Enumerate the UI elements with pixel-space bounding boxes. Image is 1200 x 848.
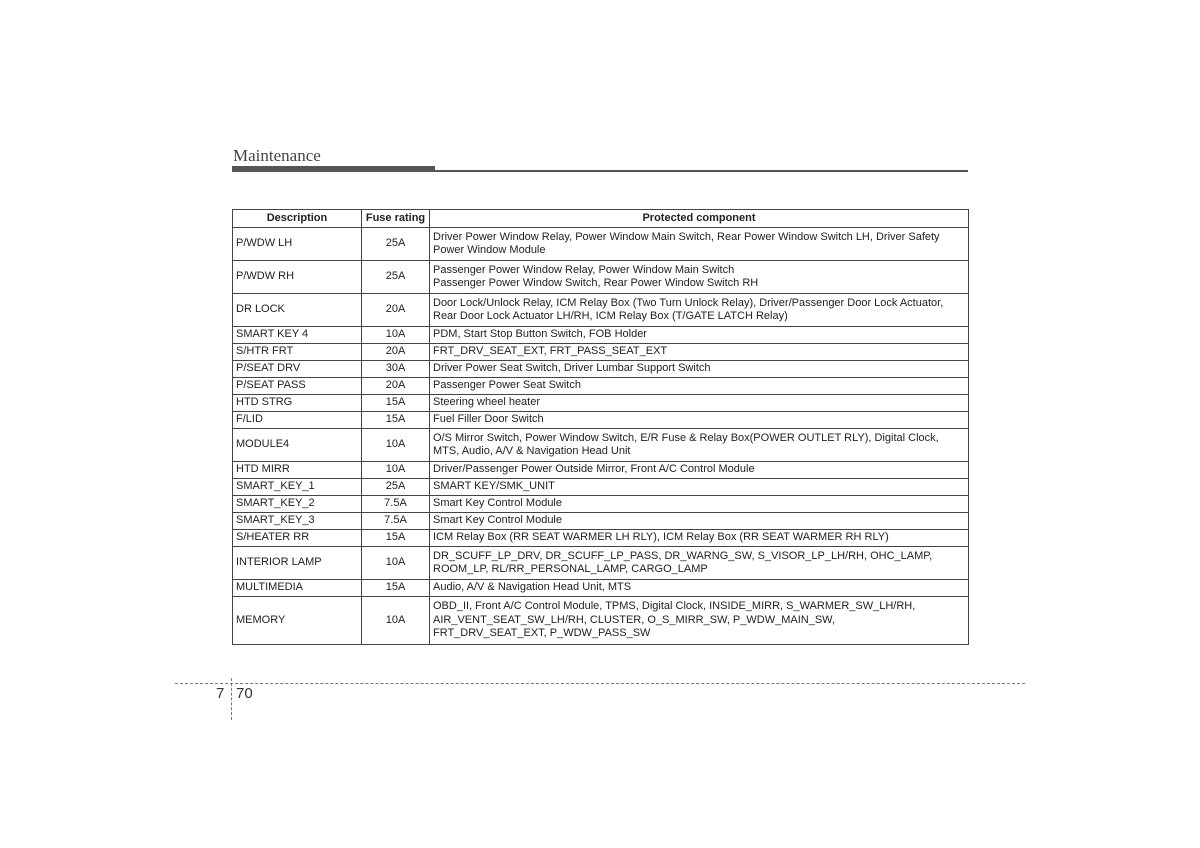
page-number-divider xyxy=(231,678,232,720)
protected-component xyxy=(430,479,969,496)
component-line: Passenger Power Window Relay, Power Window Main Switch xyxy=(433,263,735,276)
protected-component xyxy=(430,597,969,645)
protected-component xyxy=(430,462,969,479)
fuse-rating: 10A xyxy=(362,547,430,580)
component-line: Steering wheel heater xyxy=(433,396,541,409)
table-row xyxy=(233,496,969,513)
fuse-description: MODULE4 xyxy=(233,429,362,462)
table-row xyxy=(233,513,969,530)
component-line: Passenger Power Seat Switch xyxy=(433,379,581,392)
component-line: PDM, Start Stop Button Switch, FOB Holder xyxy=(433,328,647,341)
fuse-rating: 7.5A xyxy=(362,513,430,530)
table-row xyxy=(233,530,969,547)
fuse-rating: 7.5A xyxy=(362,496,430,513)
table-row xyxy=(233,344,969,361)
component-line: OBD_II, Front A/C Control Module, TPMS, Digital Clock, INSIDE_MIRR, S_WARMER_SW_LH/RH, xyxy=(433,600,916,613)
component-line: Passenger Power Window Switch, Rear Power Window Switch RH xyxy=(433,277,759,289)
protected-component xyxy=(430,513,969,530)
component-line: Power Window Module xyxy=(433,244,546,256)
component-line: ICM Relay Box (RR SEAT WARMER LH RLY), ICM Relay Box (RR SEAT WARMER RH RLY) xyxy=(433,531,889,544)
fuse-description: P/WDW RH xyxy=(233,261,362,294)
fuse-description: SMART KEY 4 xyxy=(233,327,362,344)
component-line: SMART KEY/SMK_UNIT xyxy=(433,480,555,493)
fuse-table xyxy=(232,209,969,645)
component-line: O/S Mirror Switch, Power Window Switch, E/R Fuse & Relay Box(POWER OUTLET RLY), Digital Clock, xyxy=(433,431,939,444)
component-line: Door Lock/Unlock Relay, ICM Relay Box (Two Turn Unlock Relay), Driver/Passenger Door Lock Actuator, xyxy=(433,296,944,309)
table-row xyxy=(233,261,969,294)
fuse-rating: 20A xyxy=(362,294,430,327)
fuse-rating: 10A xyxy=(362,597,430,645)
table-header-row xyxy=(233,210,969,228)
page-title: Maintenance xyxy=(233,146,321,165)
column-header-protected-component: Protected component xyxy=(430,210,969,228)
table-row xyxy=(233,327,969,344)
component-line: AIR_VENT_SEAT_SW_LH/RH, CLUSTER, O_S_MIRR_SW, P_WDW_MAIN_SW, xyxy=(433,613,835,626)
component-line: Smart Key Control Module xyxy=(433,514,562,527)
header-rule xyxy=(232,170,968,172)
fuse-description: P/SEAT PASS xyxy=(233,378,362,395)
chapter-number: 7 xyxy=(216,685,225,702)
component-line: Smart Key Control Module xyxy=(433,497,562,510)
fuse-rating: 15A xyxy=(362,530,430,547)
component-line: FRT_DRV_SEAT_EXT, FRT_PASS_SEAT_EXT xyxy=(433,345,668,358)
table-row xyxy=(233,597,969,645)
fuse-rating: 15A xyxy=(362,412,430,429)
component-line: Rear Door Lock Actuator LH/RH, ICM Relay Box (T/GATE LATCH Relay) xyxy=(433,310,788,322)
fuse-rating: 10A xyxy=(362,429,430,462)
fuse-description: S/HEATER RR xyxy=(233,530,362,547)
fuse-rating: 15A xyxy=(362,395,430,412)
protected-component xyxy=(430,412,969,429)
protected-component xyxy=(430,378,969,395)
protected-component xyxy=(430,547,969,580)
fuse-rating: 10A xyxy=(362,462,430,479)
fuse-description: P/WDW LH xyxy=(233,228,362,261)
fuse-description: SMART_KEY_1 xyxy=(233,479,362,496)
component-line: Fuel Filler Door Switch xyxy=(433,413,544,426)
protected-component xyxy=(430,496,969,513)
footer-divider xyxy=(175,683,1025,684)
table-row xyxy=(233,228,969,261)
component-line: Driver Power Seat Switch, Driver Lumbar Support Switch xyxy=(433,362,711,375)
table-row xyxy=(233,378,969,395)
component-line: MTS, Audio, A/V & Navigation Head Unit xyxy=(433,445,631,457)
component-line: FRT_DRV_SEAT_EXT, P_WDW_PASS_SW xyxy=(433,627,651,640)
component-line: DR_SCUFF_LP_DRV, DR_SCUFF_LP_PASS, DR_WARNG_SW, S_VISOR_LP_LH/RH, OHC_LAMP, xyxy=(433,549,933,562)
table-row xyxy=(233,429,969,462)
protected-component xyxy=(430,294,969,327)
column-header-fuse-rating: Fuse rating xyxy=(362,210,430,228)
component-line: Driver Power Window Relay, Power Window Main Switch, Rear Power Window Switch LH, Driver Safety xyxy=(433,230,940,243)
fuse-description: INTERIOR LAMP xyxy=(233,547,362,580)
table-row xyxy=(233,294,969,327)
fuse-description: HTD STRG xyxy=(233,395,362,412)
fuse-description: HTD MIRR xyxy=(233,462,362,479)
table-row xyxy=(233,395,969,412)
protected-component xyxy=(430,530,969,547)
protected-component xyxy=(430,429,969,462)
fuse-rating: 25A xyxy=(362,261,430,294)
fuse-description: MULTIMEDIA xyxy=(233,580,362,597)
fuse-description: MEMORY xyxy=(233,597,362,645)
fuse-description: DR LOCK xyxy=(233,294,362,327)
fuse-description: SMART_KEY_3 xyxy=(233,513,362,530)
table-row xyxy=(233,547,969,580)
table-row xyxy=(233,462,969,479)
fuse-rating: 20A xyxy=(362,378,430,395)
table-row xyxy=(233,361,969,378)
column-header-description: Description xyxy=(233,210,362,228)
protected-component xyxy=(430,327,969,344)
fuse-rating: 30A xyxy=(362,361,430,378)
protected-component xyxy=(430,580,969,597)
protected-component xyxy=(430,344,969,361)
component-line: Driver/Passenger Power Outside Mirror, Front A/C Control Module xyxy=(433,463,755,476)
protected-component xyxy=(430,395,969,412)
protected-component xyxy=(430,228,969,261)
protected-component xyxy=(430,361,969,378)
table-row xyxy=(233,580,969,597)
table-row xyxy=(233,479,969,496)
fuse-rating: 10A xyxy=(362,327,430,344)
page-number: 70 xyxy=(236,685,253,702)
table-row xyxy=(233,412,969,429)
protected-component xyxy=(430,261,969,294)
fuse-description: F/LID xyxy=(233,412,362,429)
component-line: Audio, A/V & Navigation Head Unit, MTS xyxy=(433,581,632,594)
fuse-rating: 25A xyxy=(362,479,430,496)
component-line: ROOM_LP, RL/RR_PERSONAL_LAMP, CARGO_LAMP xyxy=(433,563,708,575)
fuse-rating: 15A xyxy=(362,580,430,597)
fuse-rating: 20A xyxy=(362,344,430,361)
fuse-description: S/HTR FRT xyxy=(233,344,362,361)
fuse-description: P/SEAT DRV xyxy=(233,361,362,378)
fuse-rating: 25A xyxy=(362,228,430,261)
fuse-description: SMART_KEY_2 xyxy=(233,496,362,513)
